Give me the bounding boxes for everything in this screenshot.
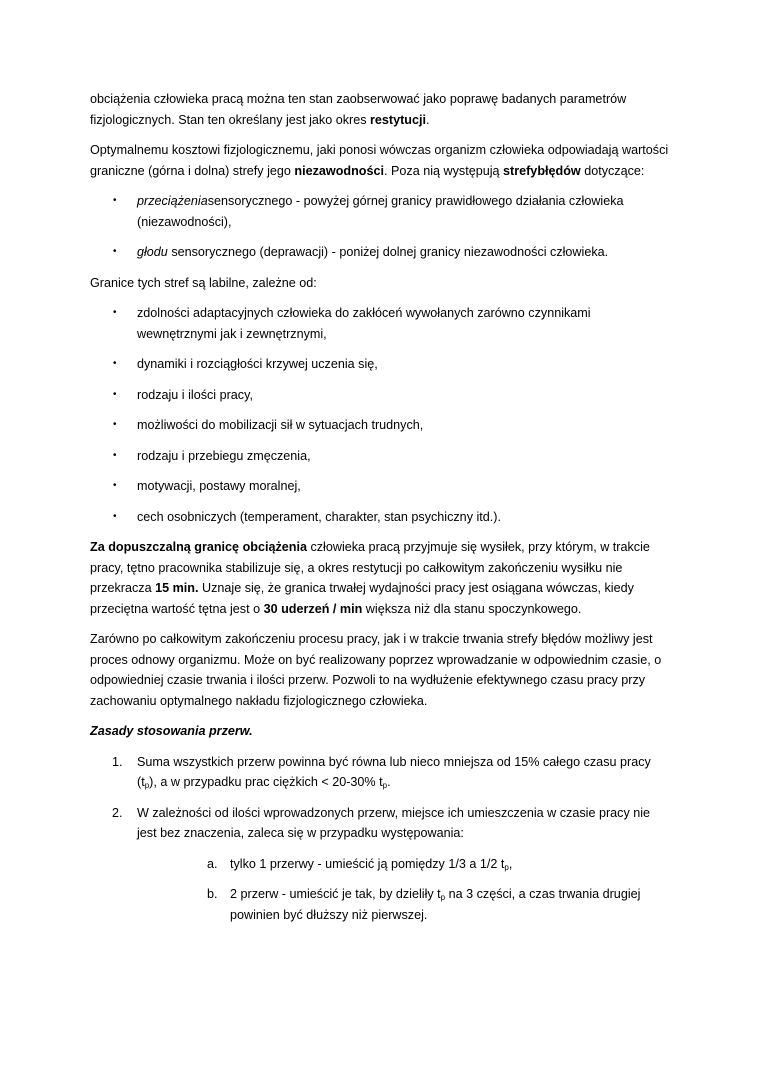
item1-sub1: p	[144, 781, 150, 790]
list-item-text: cech osobniczych (temperament, charakter, stan psychiczny itd.).	[137, 509, 501, 524]
list-item-text: motywacji, postawy moralnej,	[137, 479, 301, 493]
sub-a-text2: ,	[508, 856, 513, 871]
bullet-icon: •	[113, 195, 117, 206]
p1-bold-restytucji: restytucji	[370, 112, 426, 127]
p4-bold1: Za dopuszczalną granicę obciążenia	[90, 540, 307, 554]
list-letter: a.	[207, 856, 218, 871]
paragraph-restytucja	[90, 89, 670, 130]
list-item	[90, 803, 670, 926]
bullet1-text: sensorycznego - powyżej górnej granicy prawidłowego działania człowieka (niezawodności),	[137, 194, 624, 229]
list-item-text: dynamiki i rozciągłości krzywej uczenia się,	[137, 357, 378, 371]
p4-text1: człowieka pracą przyjmuje się wysiłek, przy którym, w trakcie pracy, tętno pracownika stabilizuje się, a okres restytucji po całkowitym zakończeniu wysiłku nie przekracza	[90, 540, 650, 595]
bullet-icon: •	[113, 246, 117, 257]
list-number: 1.	[112, 754, 123, 769]
p4-text3: większa niż dla stanu spoczynkowego.	[362, 601, 582, 616]
bullet-icon: •	[113, 388, 117, 400]
list-item	[137, 884, 670, 925]
sub-b-sub: p	[440, 893, 446, 902]
paragraph-granice: Granice tych stref są labilne, zależne od:	[90, 275, 317, 290]
sub-a-sub: p	[504, 862, 509, 872]
item1-text3: .	[387, 775, 391, 789]
p1-text1: obciążenia człowieka pracą można ten stan zaobserwować jako poprawę badanych parametrów fizjologicznych. Stan ten określany jest jako okres	[90, 92, 627, 127]
numbered-list-zasady	[90, 752, 670, 926]
p2-bold-niezawodnosci: niezawodności	[294, 163, 384, 178]
paragraph-odnowa: Zarówno po całkowitym zakończeniu procesu pracy, jak i w trakcie trwania strefy błędów możliwy jest proces odnowy organizmu. Może on być realizowany poprzez wprowadzanie w odpowiednim czasie, o odpowiedniej czasie trwania i ilości przerw. Pozwoli to na wydłużenie efektywnego czasu pracy przy zachowaniu optymalnego nakładu fizjologicznego człowieka.	[90, 632, 662, 708]
bullet-icon: •	[113, 510, 117, 522]
bullet-icon: •	[113, 307, 117, 318]
paragraph-optymalny-koszt	[90, 140, 670, 181]
sub-a-text1: tylko 1 przerwy - umieścić ją pomiędzy 1/3 a 1/2 t	[230, 856, 505, 871]
p2-text1: Optymalnemu kosztowi fizjologicznemu, jaki ponosi wówczas organizm człowieka odpowiadają wartości graniczne (górna i dolna) strefy jego	[90, 143, 669, 178]
list-item	[90, 476, 670, 497]
p2-bold-strefybledow: strefybłędów	[503, 163, 581, 178]
list-item	[90, 354, 670, 375]
item1-text1: Suma wszystkich przerw powinna być równa lub nieco mniejsza od 15% całego czasu pracy (t	[137, 754, 651, 789]
sub-b-text1: 2 przerw - umieścić je tak, by dzieliły t	[230, 887, 441, 901]
bullet-icon: •	[113, 419, 117, 430]
bullet-list-czynniki	[90, 303, 670, 527]
item2-text: W zależności od ilości wprowadzonych przerw, miejsce ich umieszczenia w czasie pracy nie jest bez znaczenia, zaleca się w przypadku występowania:	[137, 805, 651, 840]
p4-bold3: 30 uderzeń / min	[263, 601, 363, 616]
document-page	[90, 89, 670, 935]
bullet1-italic: przeciążenia	[137, 194, 208, 208]
list-item-text: rodzaju i ilości pracy,	[137, 387, 253, 402]
list-item	[90, 385, 670, 406]
item1-sub2: p	[382, 781, 388, 790]
bullet2-text: sensorycznego (deprawacji) - poniżej dolnej granicy niezawodności człowieka.	[167, 245, 609, 259]
p2-text2: . Poza nią występują	[384, 163, 504, 178]
heading-zasady-przerw: Zasady stosowania przerw.	[90, 724, 253, 738]
list-item	[137, 854, 670, 875]
sub-b-text2: na 3 części, a czas trwania drugiej powinien być dłuższy niż pierwszej.	[230, 887, 641, 922]
list-number: 2.	[112, 805, 123, 820]
list-item	[90, 415, 670, 436]
p4-bold2: 15 min.	[155, 581, 199, 595]
list-item-text: zdolności adaptacyjnych człowieka do zakłóceń wywołanych zarówno czynnikami wewnętrznymi jak i zewnętrznymi,	[137, 306, 591, 341]
bullet-icon: •	[113, 480, 117, 491]
p1-text2: .	[426, 112, 430, 127]
list-item	[90, 191, 670, 232]
list-item-text: rodzaju i przebiegu zmęczenia,	[137, 448, 311, 463]
bullet-icon: •	[113, 358, 117, 369]
list-letter: b.	[207, 887, 218, 901]
bullet2-italic: głodu	[137, 245, 168, 259]
list-item	[90, 446, 670, 467]
bullet-icon: •	[113, 449, 117, 461]
p2-text3: dotyczące:	[580, 163, 645, 178]
item1-text2: ), a w przypadku prac ciężkich < 20-30% t	[149, 775, 383, 789]
list-item	[90, 507, 670, 528]
paragraph-dopuszczalna-granica	[90, 537, 670, 619]
sub-list	[137, 854, 670, 926]
list-item	[90, 303, 670, 344]
list-item	[90, 752, 670, 793]
bullet-list-strefy	[90, 191, 670, 263]
list-item	[90, 242, 670, 263]
list-item-text: możliwości do mobilizacji sił w sytuacjach trudnych,	[137, 418, 424, 432]
p4-text2: Uznaje się, że granica trwałej wydajności pracy jest osiągana wówczas, kiedy przeciętna wartość tętna jest o	[90, 581, 634, 616]
